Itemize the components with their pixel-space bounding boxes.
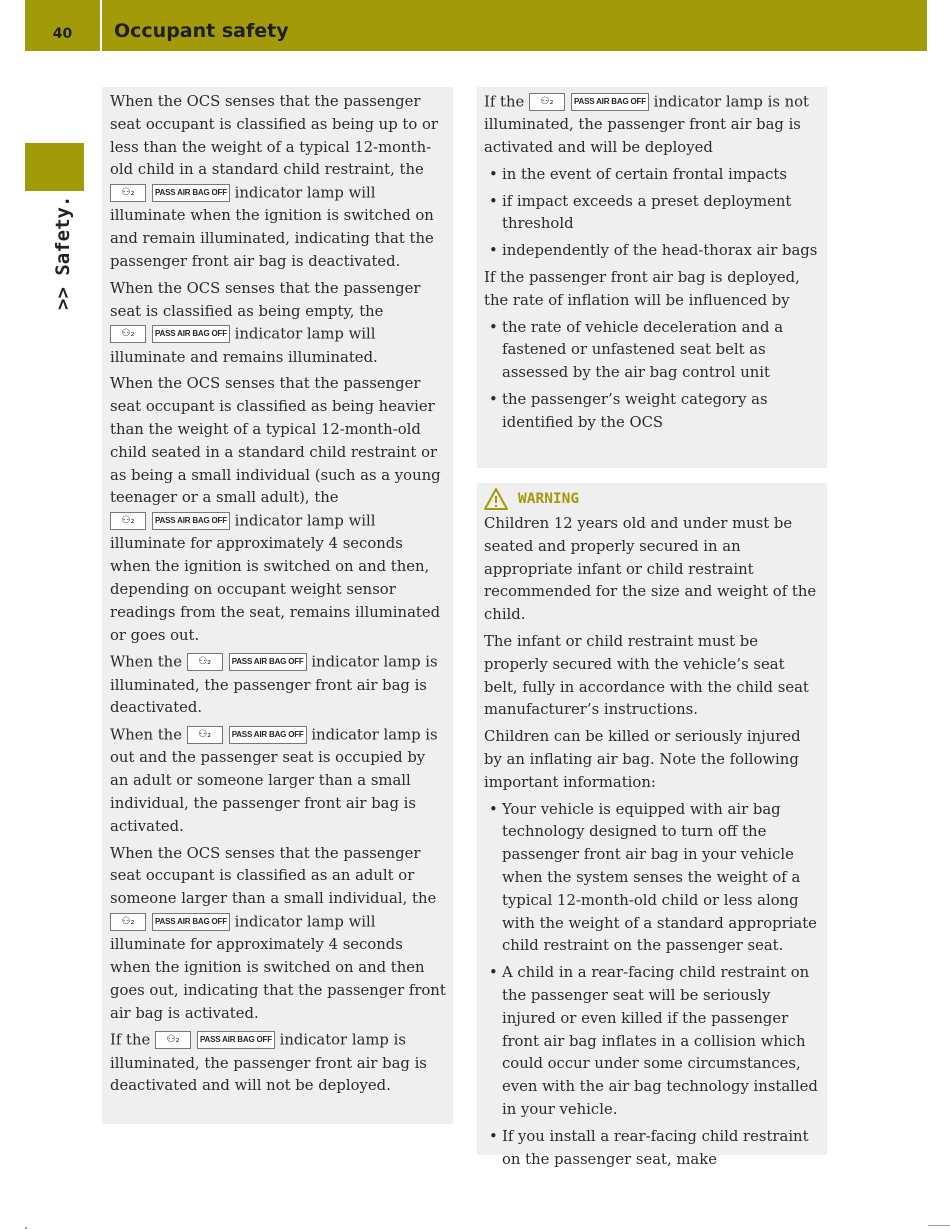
pass-air-bag-off-indicator — [155, 1029, 275, 1052]
paragraph: When the OCS senses that the passenger seat is classified as being empty, the ⚇₂ PASS AIR BAG OFF indicator lamp will illuminate and remains illuminated. — [110, 279, 421, 366]
list-item: • If you install a rear-facing child restraint on the passenger seat, make — [484, 1126, 820, 1172]
pass-air-bag-off-label: PASS AIR BAG OFF — [152, 325, 230, 343]
passenger-airbag-icon: ⚇₂ — [187, 726, 223, 744]
pass-air-bag-off-label: PASS AIR BAG OFF — [229, 653, 307, 671]
paragraph: When the OCS senses that the passenger seat occupant is classified as being heavier than the weight of a typical 12-month-old child seated in a standard child restraint or as being a small individual (such as a young teenager or a small adult), the ⚇₂ PASS AIR BAG OFF indicator lamp will illuminate for approximately 4 seconds when the ignition is switched on and then, depending on occupant weight sensor readings from the seat, remains illuminated or goes out. — [110, 375, 441, 644]
pass-air-bag-off-indicator — [529, 91, 649, 114]
list-item: • the passenger’s weight category as identified by the OCS — [484, 389, 820, 435]
paragraph: If the ⚇₂ PASS AIR BAG OFF indicator lamp is not illuminated, the passenger front air bag is activated and will be deployed — [484, 91, 820, 160]
page-title: Occupant safety — [114, 20, 289, 42]
side-tab-label: >> Safety. — [52, 195, 74, 310]
warning-box — [477, 483, 827, 1168]
deployment-conditions-list — [484, 164, 820, 263]
pass-air-bag-off-indicator — [110, 510, 230, 533]
pass-air-bag-off-indicator — [110, 323, 230, 346]
paragraph: Children can be killed or seriously injured by an inflating air bag. Note the following important information: — [484, 728, 801, 791]
paragraph: When the ⚇₂ PASS AIR BAG OFF indicator lamp is out and the passenger seat is occupied by an adult or someone larger than a small individual, the passenger front air bag is activated. — [110, 724, 446, 838]
pass-air-bag-off-label: PASS AIR BAG OFF — [152, 184, 230, 202]
passenger-airbag-icon: ⚇₂ — [110, 325, 146, 343]
inflation-factors-list — [484, 317, 820, 435]
pass-air-bag-off-indicator — [187, 651, 307, 674]
pass-air-bag-off-label: PASS AIR BAG OFF — [152, 913, 230, 931]
passenger-airbag-icon: ⚇₂ — [110, 913, 146, 931]
paragraph: The infant or child restraint must be properly secured with the vehicle’s seat belt, fully in accordance with the child seat manufacturer’s instructions. — [484, 632, 809, 719]
warning-title: WARNING — [518, 491, 580, 507]
list-item: • the rate of vehicle deceleration and a fastened or unfastened seat belt as assessed by the air bag control unit — [484, 317, 820, 385]
list-item: • A child in a rear-facing child restraint on the passenger seat will be seriously injured or even killed if the passenger front air bag inflates in a collision which could occur under some circumstances, even with the air bag technology installed in your vehicle. — [484, 962, 820, 1122]
right-top-column — [477, 87, 827, 468]
passenger-airbag-icon: ⚇₂ — [110, 512, 146, 530]
pass-air-bag-off-label: PASS AIR BAG OFF — [571, 93, 649, 111]
pass-air-bag-off-indicator — [110, 911, 230, 934]
paragraph: When the OCS senses that the passenger seat occupant is classified as being up to or less than the weight of a typical 12-month-old child in a standard child restraint, the ⚇₂ PASS AIR BAG OFF indicator lamp will illuminate when the ignition is switched on and remain illuminated, indicating that the passenger front air bag is deactivated. — [110, 93, 438, 270]
pass-air-bag-off-indicator — [187, 724, 307, 747]
list-item: • Your vehicle is equipped with air bag technology designed to turn off the passenger front air bag in your vehicle when the system senses the weight of a typical 12-month-old child or less along with the weight of a standard appropriate child restraint on the passenger seat. — [484, 799, 820, 959]
left-column — [102, 87, 453, 1124]
list-item: • if impact exceeds a preset deployment threshold — [484, 191, 820, 237]
paragraph: If the passenger front air bag is deployed, the rate of inflation will be influenced by — [484, 268, 800, 309]
paragraph: When the OCS senses that the passenger seat occupant is classified as an adult or someone larger than a small individual, the ⚇₂ PASS AIR BAG OFF indicator lamp will illuminate for approximately 4 seconds when the ignition is switched on and then goes out, indicating that the passenger front air bag is activated. — [110, 844, 446, 1022]
page-corner-mark — [928, 1225, 950, 1229]
warning-triangle-icon — [484, 488, 508, 510]
pass-air-bag-off-label: PASS AIR BAG OFF — [152, 512, 230, 530]
pass-air-bag-off-indicator — [110, 182, 230, 205]
passenger-airbag-icon: ⚇₂ — [155, 1031, 191, 1049]
pass-air-bag-off-label: PASS AIR BAG OFF — [229, 726, 307, 744]
paragraph: When the ⚇₂ PASS AIR BAG OFF indicator lamp is illuminated, the passenger front air bag is deactivated. — [110, 651, 446, 720]
side-tab-marker — [25, 143, 84, 191]
paragraph: If the ⚇₂ PASS AIR BAG OFF indicator lamp is illuminated, the passenger front air bag is deactivated and will not be deployed. — [110, 1029, 446, 1098]
warning-list — [484, 799, 820, 1172]
paragraph: Children 12 years old and under must be seated and properly secured in an appropriate infant or child restraint recommended for the size and weight of the child. — [484, 515, 817, 624]
pass-air-bag-off-label: PASS AIR BAG OFF — [197, 1031, 275, 1049]
warning-header — [484, 488, 820, 510]
list-item: • in the event of certain frontal impacts — [484, 164, 820, 187]
page-number: 40 — [52, 26, 73, 42]
list-item: • independently of the head-thorax air bags — [484, 240, 820, 263]
passenger-airbag-icon: ⚇₂ — [110, 184, 146, 202]
passenger-airbag-icon: ⚇₂ — [529, 93, 565, 111]
passenger-airbag-icon: ⚇₂ — [187, 653, 223, 671]
header-divider — [100, 0, 102, 51]
